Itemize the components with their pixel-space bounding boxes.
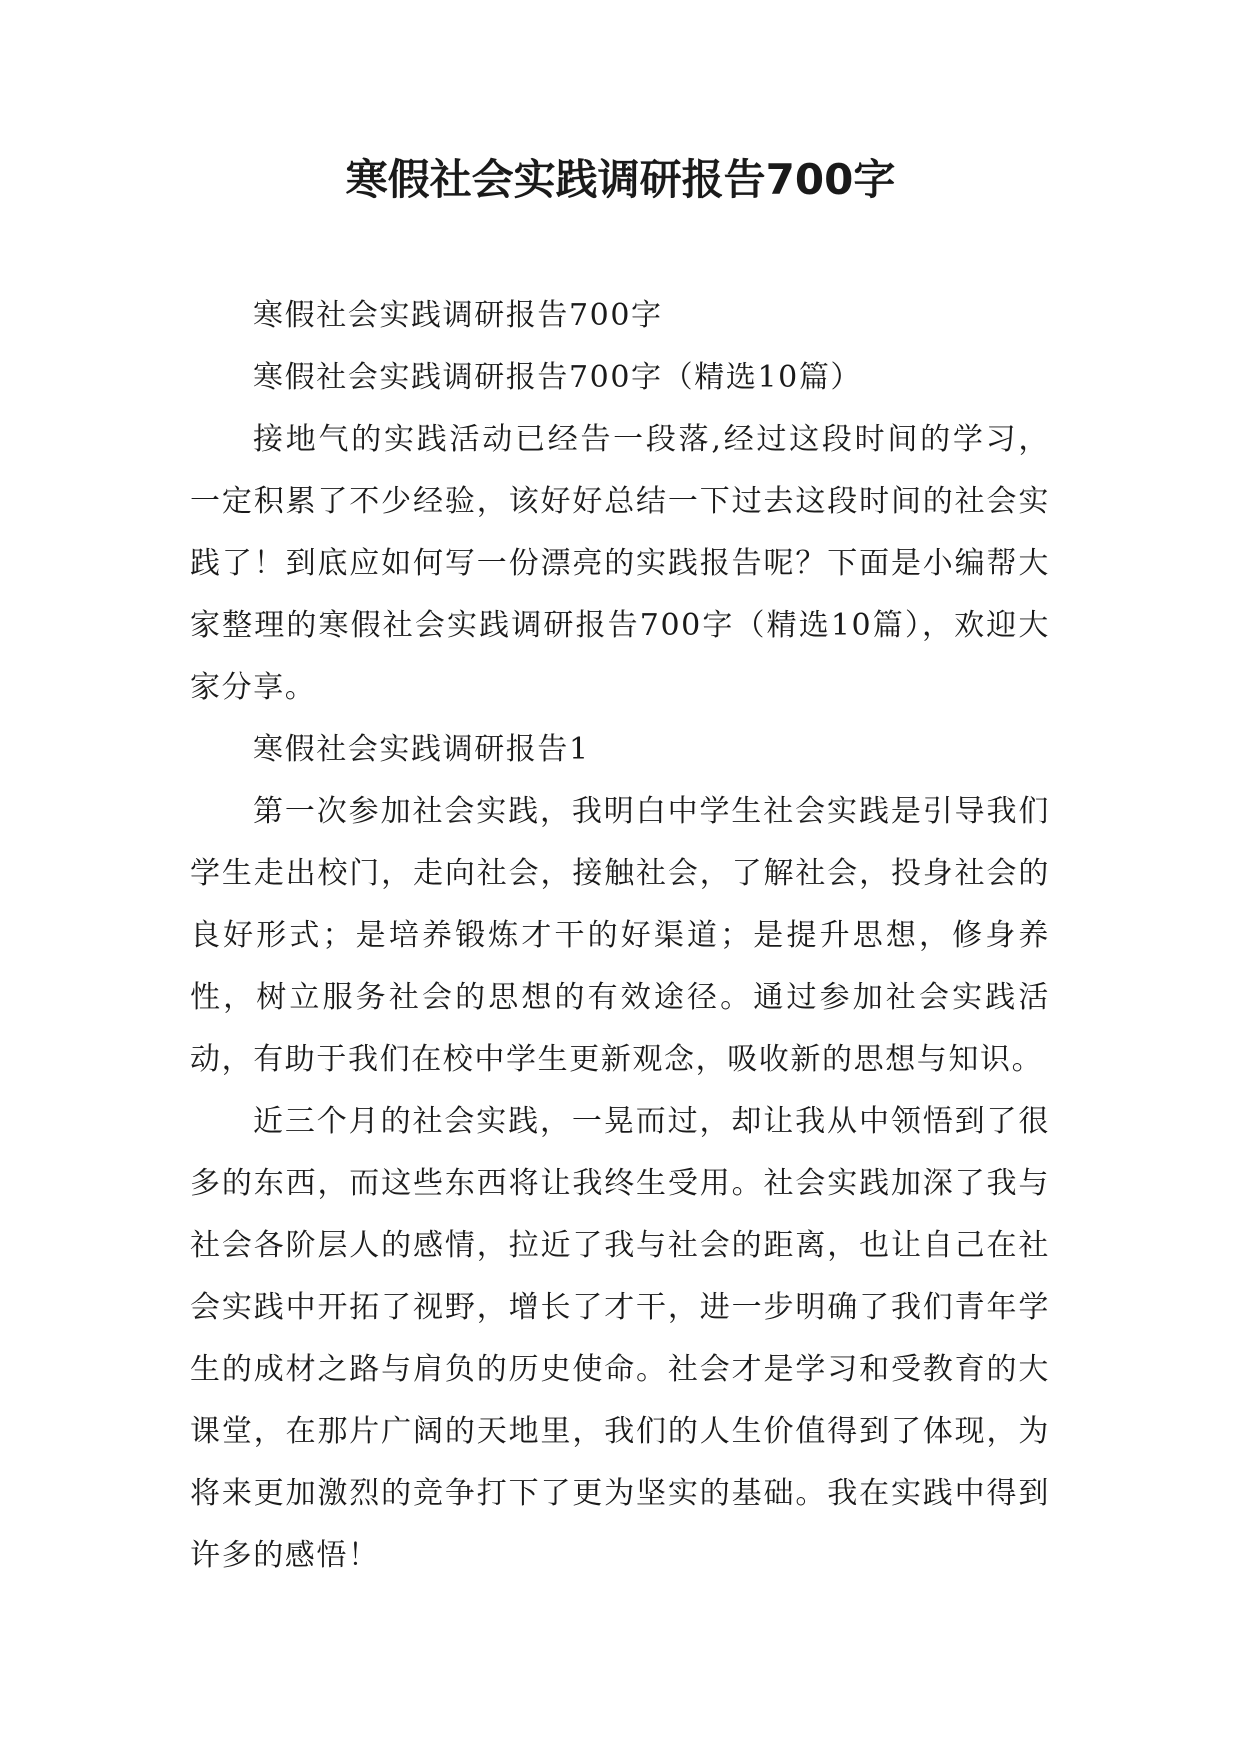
paragraph-subtitle: 寒假社会实践调研报告700字（精选10篇） <box>253 360 863 395</box>
paragraph-body-2: 近三个月的社会实践，一晃而过，却让我从中领悟到了很多的东西，而这些东西将让我终生受用。社会实践加深了我与社会各阶层人的感情，拉近了我与社会的距离，也让自己在社会实践中开拓了视野，增长了才干，进一步明确了我们青年学生的成材之路与肩负的历史使命。社会才是学习和受教育的大课堂，在那片广阔的天地里，我们的人生价值得到了体现，为将来更加激烈的竞争打下了更为坚实的基础。我在实践中得到许多的感悟！ <box>190 1104 1050 1573</box>
paragraph-section-heading: 寒假社会实践调研报告1 <box>253 732 590 767</box>
paragraph-intro: 接地气的实践活动已经告一段落,经过这段时间的学习，一定积累了不少经验，该好好总结一下过去这段时间的社会实践了！到底应如何写一份漂亮的实践报告呢？下面是小编帮大家整理的寒假社会实践调研报告700字（精选10篇），欢迎大家分享。 <box>190 422 1050 705</box>
document-body <box>190 285 1050 1587</box>
paragraph-heading-repeat: 寒假社会实践调研报告700字 <box>253 298 663 333</box>
document-title: 寒假社会实践调研报告700字 <box>345 155 896 204</box>
paragraph-body-1: 第一次参加社会实践，我明白中学生社会实践是引导我们学生走出校门，走向社会，接触社会，了解社会，投身社会的良好形式；是培养锻炼才干的好渠道；是提升思想，修身养性，树立服务社会的思想的有效途径。通过参加社会实践活动，有助于我们在校中学生更新观念，吸收新的思想与知识。 <box>190 794 1050 1077</box>
